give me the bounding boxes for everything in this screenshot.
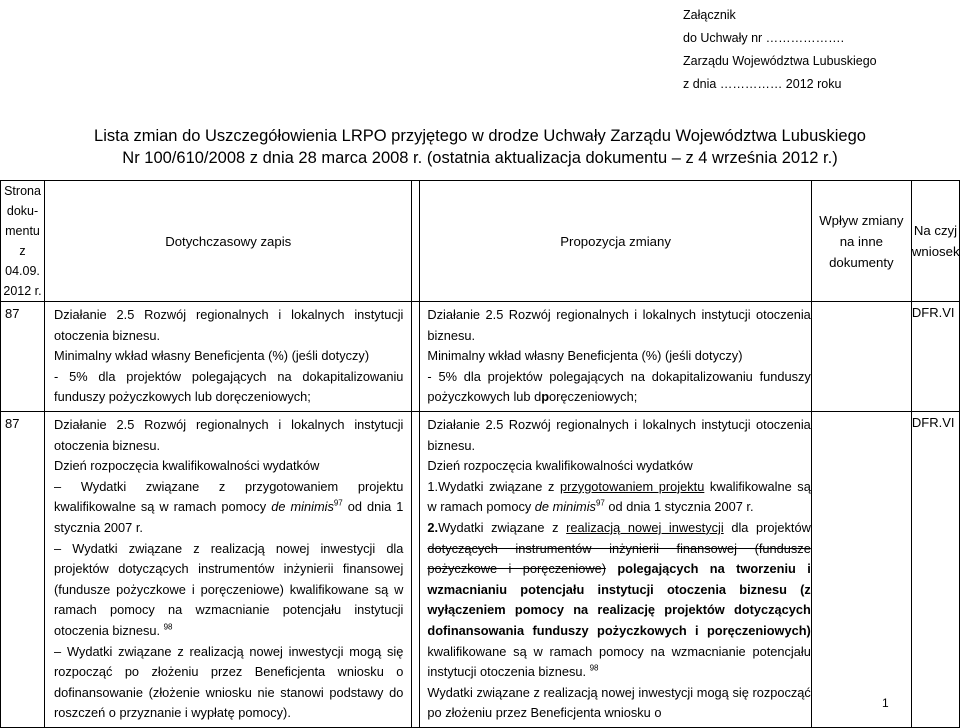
proposal-item-2-strike: dotyczących instrumentów inżynierii finansowej (fundusze pożyczkowe i poręczeniowe) — [427, 540, 811, 577]
row-proposal — [420, 411, 811, 727]
current-text: - 5% dla projektów polegających na dokapitalizowaniu funduszy pożyczkowych lub doręczeniowych; — [54, 368, 404, 405]
attachment-header — [683, 4, 877, 96]
proposal-item-1-end: od dnia 1 stycznia 2007 r. — [604, 499, 754, 515]
current-item-1-text: – Wydatki związane z przygotowaniem projektu kwalifikowalne są w ramach pomocy — [54, 478, 404, 515]
board-name: Zarządu Województwa Lubuskiego — [683, 54, 877, 68]
header-proposal: Propozycja zmiany — [420, 181, 811, 302]
row-impact — [811, 411, 911, 727]
proposal-label: Minimalny wkład własny Beneficjenta (%) (jeśli dotyczy) — [427, 348, 743, 364]
footnote-ref: 97 — [595, 499, 605, 509]
footnote-ref: 98 — [163, 622, 173, 632]
row-page: 87 — [1, 411, 45, 727]
proposal-item-1 — [427, 477, 810, 518]
changes-table — [0, 180, 960, 728]
footnote-ref: 97 — [333, 499, 343, 509]
row-current — [45, 302, 412, 412]
current-item-1 — [54, 477, 403, 539]
current-item-2-text: – Wydatki związane z realizacją nowej inwestycji dla projektów dotyczących instrumentów inżynierii finansowej (fundusze pożyczkowe i poręczeniowe) kwalifikowane są w ramach pomocy na wzmacnianie potencjału instytucji otoczenia biznesu. — [54, 540, 404, 638]
row-current — [45, 411, 412, 727]
row-spacer — [412, 411, 420, 727]
current-item-3: – Wydatki związane z realizacją nowej inwestycji mogą się rozpocząć po złożeniu przez Beneficjenta wniosku o dofinansowanie (złożenie wniosku nie stanowi podstawy do roszczeń o przyznanie i wypłatę pomocy). — [54, 643, 404, 721]
current-item-1-italic: de minimis — [271, 499, 334, 515]
document-title — [0, 125, 960, 169]
current-item-2 — [54, 539, 403, 642]
row-page: 87 — [1, 302, 45, 412]
header-impact: Wpływ zmiany na inne dokumenty — [811, 181, 911, 302]
proposal-item-2-a: Wydatki związane z — [438, 519, 567, 535]
proposal-item-2-underline: realizacją nowej inwestycji — [566, 519, 724, 535]
current-label: Dzień rozpoczęcia kwalifikowalności wydatków — [54, 458, 320, 474]
current-item-1-end: od dnia 1 stycznia 2007 r. — [54, 499, 404, 535]
proposal-item-1-italic: de minimis — [534, 499, 596, 515]
proposal-action: Działanie 2.5 Rozwój regionalnych i lokalnych instytucji otoczenia biznesu. — [427, 416, 811, 453]
proposal-text-a: - 5% dla projektów polegających na dokapitalizowaniu funduszy pożyczkowych lub d — [427, 368, 811, 405]
proposal-item-2-end: kwalifikowane są w ramach pomocy na wzmacnianie potencjału instytucji otoczenia biznesu. — [427, 643, 811, 680]
current-action: Działanie 2.5 Rozwój regionalnych i lokalnych instytucji otoczenia biznesu. — [54, 307, 404, 343]
row-requester: DFR.VI — [911, 302, 959, 412]
header-spacer — [412, 181, 420, 302]
table-header-row — [1, 181, 960, 302]
proposal-text — [427, 367, 810, 408]
proposal-action: Działanie 2.5 Rozwój regionalnych i lokalnych instytucji otoczenia biznesu. — [427, 307, 811, 343]
header-page: Strona doku-mentu z 04.09. 2012 r. — [1, 181, 45, 302]
proposal-item-1-a: 1.Wydatki związane z — [427, 478, 561, 494]
proposal-item-2-b: dla projektów — [723, 519, 811, 535]
row-requester: DFR.VI — [911, 411, 959, 727]
attachment-label: Załącznik — [683, 8, 736, 22]
proposal-item-3: Wydatki związane z realizacją nowej inwestycji mogą się rozpocząć po złożeniu przez Beneficjenta wniosku o — [427, 684, 811, 721]
proposal-item-2 — [427, 518, 810, 683]
proposal-item-1-underline: przygotowaniem projektu — [560, 478, 705, 494]
proposal-text-bold: p — [541, 389, 550, 405]
footnote-ref: 98 — [589, 663, 599, 673]
page-number: 1 — [882, 696, 889, 710]
proposal-label: Dzień rozpoczęcia kwalifikowalności wydatków — [427, 458, 693, 474]
table-row — [1, 302, 960, 412]
proposal-item-2-num: 2. — [427, 519, 439, 535]
proposal-text-end: oręczeniowych; — [549, 389, 638, 405]
title-line-1: Lista zmian do Uszczegółowienia LRPO przyjętego w drodze Uchwały Zarządu Województwa Lubuskiego — [94, 127, 866, 145]
proposal-item-1-b: kwalifikowalne są w ramach pomocy — [427, 478, 811, 515]
row-impact — [811, 302, 911, 412]
table-row — [1, 411, 960, 727]
resolution-date: z dnia …………… 2012 roku — [683, 77, 842, 91]
row-proposal — [420, 302, 811, 412]
proposal-item-2-bold: polegających na tworzeniu i wzmacnianiu potencjału instytucji otoczenia biznesu (z wyłączeniem pomocy na realizację projektów dotyczących dofinansowania funduszy pożyczkowych i poręczeniowych) — [427, 561, 811, 638]
resolution-number: do Uchwały nr ………………. — [683, 31, 845, 45]
header-current: Dotychczasowy zapis — [45, 181, 412, 302]
header-requester: Na czyj wniosek — [911, 181, 959, 302]
title-line-2: Nr 100/610/2008 z dnia 28 marca 2008 r. (ostatnia aktualizacja dokumentu – z 4 września 2012 r.) — [122, 149, 838, 167]
current-label: Minimalny wkład własny Beneficjenta (%) (jeśli dotyczy) — [54, 348, 370, 364]
row-spacer — [412, 302, 420, 412]
current-action: Działanie 2.5 Rozwój regionalnych i lokalnych instytucji otoczenia biznesu. — [54, 416, 404, 453]
